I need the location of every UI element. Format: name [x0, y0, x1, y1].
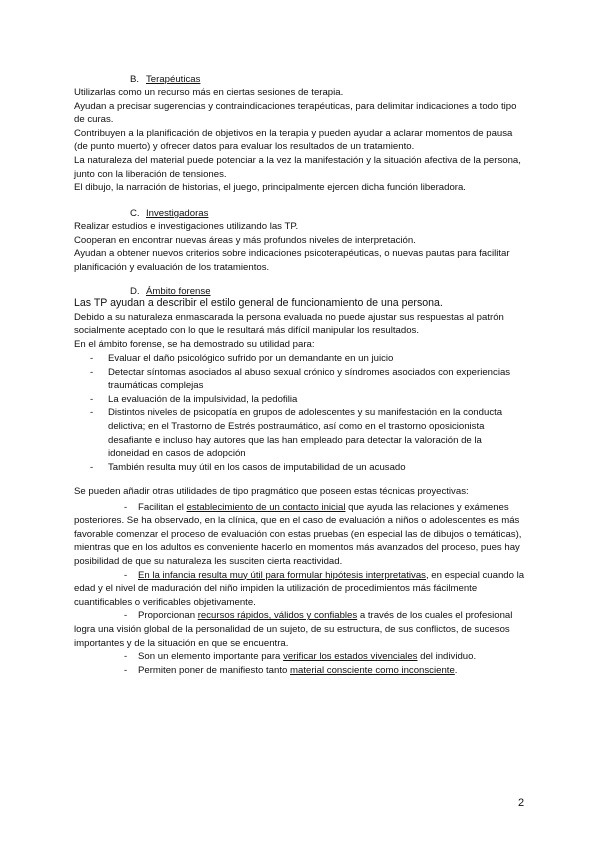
section-b-line: Utilizarlas como un recurso más en ciertas sesiones de terapia.: [74, 87, 344, 98]
section-c-line: Ayudan a obtener nuevos criterios sobre indicaciones psicoterapéuticas, o nuevas pautas para facilitar planificación y evaluación de los tratamientos.: [74, 248, 510, 273]
pragmatic-item: [74, 650, 526, 664]
section-b-line: El dibujo, la narración de historias, el juego, principalmente ejercen dicha función liberadora.: [74, 182, 466, 194]
list-item: [74, 461, 526, 475]
underlined-phrase: verificar los estados vivenciales: [283, 651, 418, 663]
pragmatic-text: Proporcionan: [138, 610, 198, 622]
list-item-text: Detectar síntomas asociados al abuso sexual crónico y síndromes asociados con experiencias traumáticas complejas: [108, 366, 511, 392]
pragmatic-text: que ayuda las relaciones y exámenes posteriores. Se ha observado, en la clínica, que en el caso de evaluación a niños o adolescentes es más favorable comenzar el proceso de evaluación con estas pruebas (en especial las de dibujos o temáticas), mientras que en los adultos es conveniente hacerlo en momentos más avanzados del proceso, pues hay posibilidad de que su naturaleza les susciten cierta reactividad.: [74, 501, 522, 567]
underlined-phrase: En la infancia resulta muy útil para formular hipótesis interpretativas: [138, 569, 426, 581]
section-c-letter: C.: [130, 208, 140, 219]
section-d-letter: D.: [130, 286, 140, 297]
list-item: [74, 393, 526, 407]
pragmatic-text: a través de los cuales el profesional logra una visión global de la personalidad de un sujeto, de su estructura, de sus conflictos, de sucesos importantes y de la situación en que se encuentra.: [74, 610, 513, 649]
section-d-title: Ámbito forense: [146, 286, 211, 297]
section-d-body: [74, 297, 526, 351]
section-b-title: Terapéuticas: [146, 74, 201, 85]
pragmatic-section: [74, 485, 526, 677]
pragmatic-dash: -: [124, 664, 128, 676]
pragmatic-text: del individuo.: [417, 651, 477, 663]
section-b-line: La naturaleza del material puede potenciar a la vez la manifestación y la situación afectiva de la persona, junto con la liberación de tensiones.: [74, 154, 521, 180]
bullet-dash: -: [90, 461, 94, 473]
pragmatic-text: Son un elemento importante para: [138, 651, 284, 663]
section-d-line: En el ámbito forense, se ha demostrado su utilidad para:: [74, 338, 315, 350]
list-item: [74, 406, 526, 460]
list-item-text: También resulta muy útil en los casos de imputabilidad de un acusado: [108, 461, 406, 473]
bullet-dash: -: [90, 366, 94, 378]
section-b-line: Contribuyen a la planificación de objetivos en la terapia y pueden ayudar a aclarar momentos de pausa (de punto muerto) y ofrecer datos para evaluar los resultados de un tratamiento.: [74, 127, 513, 153]
section-c-heading: [130, 207, 208, 221]
list-item-text: Distintos niveles de psicopatía en grupos de adolescentes y su manifestación en la conducta delictiva; en el Trastorno de Estrés postraumático, así como en el trastorno oposicionista desafiante e incluso hay autores que las han empleado para detectar la valoración de la idoneidad en casos de adopción: [108, 407, 503, 460]
pragmatic-intro: Se pueden añadir otras utilidades de tipo pragmático que poseen estas técnicas proyectivas:: [74, 486, 469, 497]
pragmatic-text: , en especial cuando la edad y el nivel de maduración del niño impiden la utilización de procedimientos más fácilmente cuantificables o verificables objetivamente.: [74, 569, 525, 608]
pragmatic-item: [74, 664, 526, 678]
section-b-heading: [130, 73, 200, 87]
pragmatic-dash: -: [124, 569, 128, 581]
section-c-line: Cooperan en encontrar nuevas áreas y más profundos niveles de interpretación.: [74, 234, 416, 246]
section-b-letter: B.: [130, 74, 140, 85]
pragmatic-text: Permiten poner de manifiesto tanto: [138, 664, 290, 676]
underlined-phrase: recursos rápidos, válidos y confiables: [197, 610, 358, 622]
list-item-text: La evaluación de la impulsividad, la pedofilia: [108, 393, 298, 405]
pragmatic-text: .: [454, 664, 458, 676]
pragmatic-dash: -: [124, 501, 128, 513]
list-item: [74, 352, 526, 366]
underlined-phrase: material consciente como inconsciente: [290, 664, 455, 676]
pragmatic-text: Facilitan el: [138, 501, 187, 513]
underlined-phrase: establecimiento de un contacto inicial: [186, 501, 346, 513]
pragmatic-item: [74, 569, 526, 610]
bullet-dash: -: [90, 407, 94, 419]
bullet-dash: -: [90, 353, 94, 364]
section-c-line: Realizar estudios e investigaciones utilizando las TP.: [74, 221, 299, 232]
section-d-line: Las TP ayudan a describir el estilo general de funcionamiento de una persona.: [74, 297, 443, 309]
page-number: 2: [518, 797, 525, 809]
section-b-body: [74, 86, 526, 195]
pragmatic-item: [74, 501, 526, 569]
forensic-uses-list: [74, 352, 526, 474]
section-d-line: Debido a su naturaleza enmascarada la persona evaluada no puede ajustar sus respuestas al patrón socialmente aceptado con lo que le resultará más difícil manipular los resultados.: [74, 311, 504, 337]
section-c-body: [74, 220, 526, 274]
pragmatic-dash: -: [124, 651, 128, 663]
bullet-dash: -: [90, 393, 94, 405]
list-item-text: Evaluar el daño psicológico sufrido por un demandante en un juicio: [108, 353, 394, 364]
section-b-line: Ayudan a precisar sugerencias y contraindicaciones terapéuticas, para delimitar indicaciones a todo tipo de curas.: [74, 100, 517, 126]
list-item: [74, 366, 526, 393]
pragmatic-dash: -: [124, 610, 128, 622]
pragmatic-item: [74, 609, 526, 650]
section-c-title: Investigadoras: [146, 208, 209, 219]
